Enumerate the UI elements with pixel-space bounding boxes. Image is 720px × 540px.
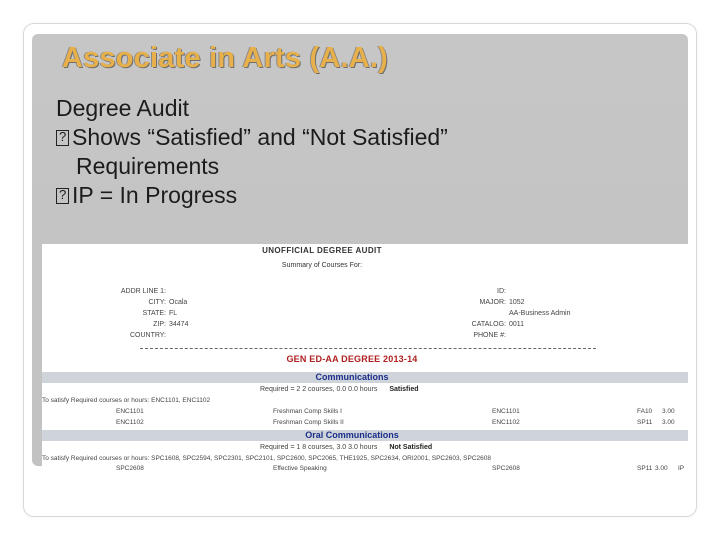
status-not-satisfied: Not Satisfied	[389, 444, 433, 451]
course-desc: Freshman Comp Skills I	[273, 408, 342, 415]
audit-field-major: MAJOR: 1052	[479, 299, 525, 306]
audit-program-heading: GEN ED-AA DEGREE 2013-14	[286, 354, 418, 364]
audit-field-major-name: AA-Business Admin	[509, 310, 571, 317]
slide-content-panel	[32, 34, 688, 472]
course-credit: 3.00	[655, 465, 668, 472]
course-credit: 3.00	[662, 419, 675, 426]
course-desc: Freshman Comp Skills II	[273, 419, 344, 426]
course-credit: 3.00	[662, 408, 675, 415]
requirement-note: To satisfy Required courses or hours: ENC1101, ENC1102	[42, 397, 211, 404]
audit-field-address: ADDR LINE 1:	[120, 288, 166, 295]
audit-title: UNOFFICIAL DEGREE AUDIT	[262, 246, 382, 255]
audit-field-country: COUNTRY:	[129, 332, 166, 339]
audit-field-city: CITY: Ocala	[148, 299, 188, 306]
status-satisfied: Satisfied	[389, 386, 419, 393]
audit-divider	[140, 348, 596, 349]
course-term: SP11	[637, 419, 653, 426]
course-row: ENC1101	[116, 408, 144, 415]
bullet-icon	[56, 188, 69, 204]
course-term: FA10	[637, 408, 653, 415]
slide-title: Associate in Arts (A.A.)	[62, 42, 389, 74]
degree-audit-heading: Degree Audit	[56, 95, 189, 121]
requirement-oral: Required = 1 8 courses, 3.0 3.0 hours Not Satisfied	[260, 444, 433, 451]
bullet-icon	[56, 130, 69, 146]
audit-field-state: STATE: FL	[142, 310, 178, 317]
slide-body	[56, 94, 676, 210]
course-taken: SPC2608	[492, 465, 520, 472]
bullet-text: Shows “Satisfied” and “Not Satisfied”	[72, 124, 448, 150]
audit-field-phone: PHONE #:	[473, 332, 506, 339]
course-desc: Effective Speaking	[273, 465, 327, 472]
course-term: SP11	[637, 465, 653, 472]
degree-audit-screenshot	[42, 244, 688, 472]
course-row: SPC2608	[116, 465, 144, 472]
audit-summary: Summary of Courses For:	[281, 262, 363, 269]
section-title-communications: Communications	[315, 372, 389, 382]
course-taken: ENC1101	[492, 408, 520, 415]
bullet-satisfied	[56, 123, 676, 152]
audit-field-zip: ZIP: 34474	[153, 321, 189, 328]
bullet-text: IP = In Progress	[72, 182, 238, 208]
course-grade: IP	[678, 465, 685, 472]
audit-field-id: ID:	[497, 288, 506, 295]
section-title-oral: Oral Communications	[305, 430, 399, 440]
requirement-note: To satisfy Required courses or hours: SPC1608, SPC2594, SPC2301, SPC2101, SPC2600, SPC2065, THE1925, SPC2634, ORI2001, SPC2603, SPC2608	[42, 455, 492, 462]
bullet-in-progress	[56, 181, 676, 210]
bullet-continuation: Requirements	[76, 153, 220, 179]
course-row: ENC1102	[116, 419, 144, 426]
requirement-communications: Required = 2 2 courses, 0.0 0.0 hours Satisfied	[260, 386, 419, 393]
course-taken: ENC1102	[492, 419, 520, 426]
audit-field-catalog: CATALOG: 0011	[471, 321, 525, 328]
